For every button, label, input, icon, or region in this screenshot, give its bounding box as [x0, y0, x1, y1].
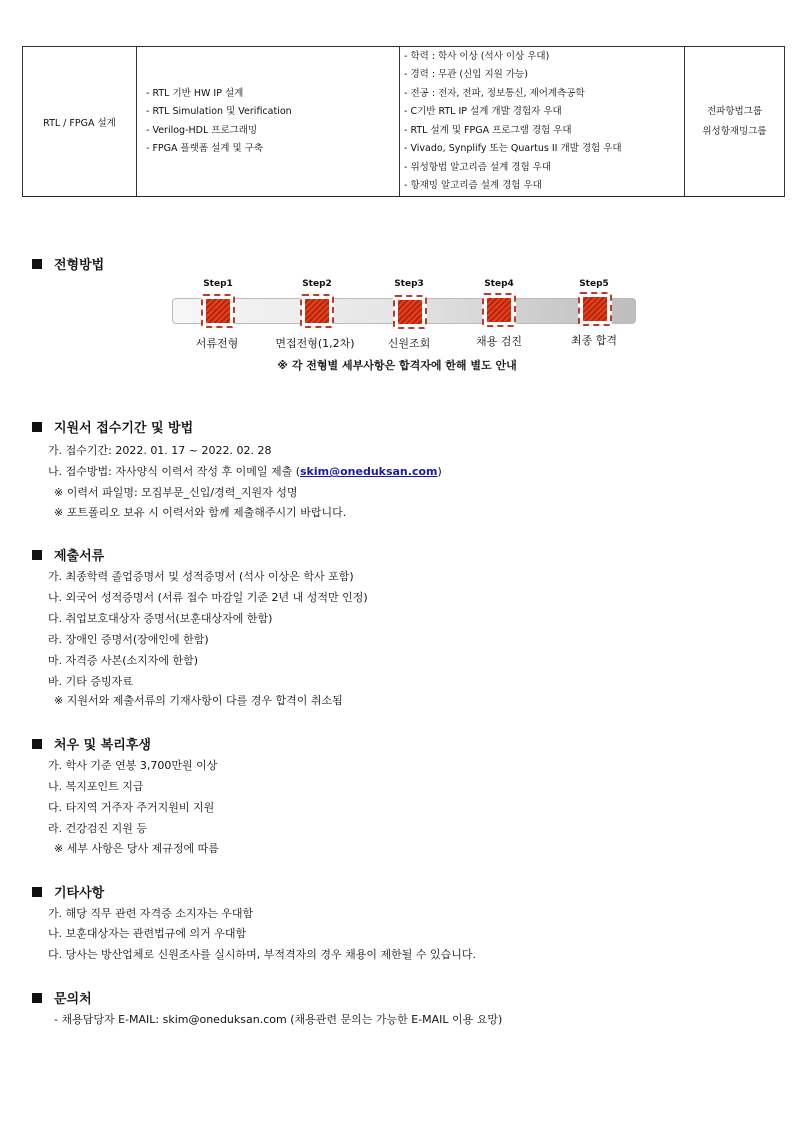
step-marker-icon	[300, 294, 334, 328]
square-bullet-icon	[32, 422, 42, 432]
dept-item: 위성항재밍그룹	[702, 125, 767, 137]
list-item: 다. 취업보호대상자 증명서(보훈대상자에 한함)	[48, 612, 273, 625]
list-item: 나. 외국어 성적증명서 (서류 접수 마감일 기준 2년 내 성적만 인정)	[48, 591, 368, 604]
job-category: RTL / FPGA 설계	[43, 117, 116, 129]
section-title-text: 전형방법	[54, 258, 105, 273]
list-item: 라. 건강검진 지원 등	[48, 822, 147, 835]
list-item: 다. 타지역 거주자 주거지원비 지원	[48, 801, 215, 814]
job-requirements-cell	[400, 47, 685, 197]
application-note: ※ 포트폴리오 보유 시 이력서와 함께 제출해주시기 바랍니다.	[54, 506, 347, 519]
duty-item: - RTL 기반 HW IP 설계	[146, 87, 244, 99]
list-item: 라. 장애인 증명서(장애인에 한함)	[48, 633, 209, 646]
requirement-item: - C기반 RTL IP 설계 개발 경험자 우대	[404, 106, 562, 117]
square-bullet-icon	[32, 550, 42, 560]
application-method-suffix: )	[437, 465, 442, 478]
section-title-text: 제출서류	[54, 549, 105, 564]
square-bullet-icon	[32, 993, 42, 1003]
section-title-text: 기타사항	[54, 886, 105, 901]
job-duties-cell	[137, 47, 400, 197]
section-title-selection	[32, 254, 104, 273]
requirement-item: - 학력 : 학사 이상 (석사 이상 우대)	[404, 50, 550, 62]
step-marker-icon	[393, 295, 427, 329]
step-marker-icon	[578, 292, 612, 326]
job-category-cell	[23, 47, 137, 197]
step-name: 채용 검진	[475, 335, 522, 348]
application-method	[48, 463, 442, 479]
benefits-note: ※ 세부 사항은 당사 제규정에 따름	[54, 842, 219, 855]
duty-item: - RTL Simulation 및 Verification	[146, 106, 292, 117]
table-row	[23, 47, 785, 197]
duty-item: - FPGA 플랫폼 설계 및 구축	[146, 143, 263, 154]
step-name: 신원조회	[387, 337, 431, 350]
square-bullet-icon	[32, 739, 42, 749]
step-marker-icon	[482, 293, 516, 327]
requirement-item: - 전공 : 전자, 전파, 정보통신, 제어계측공학	[404, 87, 585, 99]
list-item: 가. 학사 기준 연봉 3,700만원 이상	[48, 759, 218, 772]
dept-item: 전파항법그룹	[706, 105, 763, 117]
documents-note: ※ 지원서와 제출서류의 기재사항이 다를 경우 합격이 취소됨	[54, 694, 343, 707]
section-title-benefits	[32, 734, 151, 753]
step-name: 면접전형(1,2차)	[275, 337, 355, 350]
square-bullet-icon	[32, 259, 42, 269]
application-note: ※ 이력서 파일명: 모집부문_신입/경력_지원자 성명	[54, 486, 298, 499]
list-item: 나. 보훈대상자는 관련법규에 의거 우대함	[48, 927, 247, 940]
job-table	[22, 46, 785, 197]
selection-note: ※ 각 전형별 세부사항은 합격자에 한해 별도 안내	[277, 359, 517, 372]
section-title-etc	[32, 882, 104, 901]
application-period: 가. 접수기간: 2022. 01. 17 ~ 2022. 02. 28	[48, 444, 272, 457]
step-label: Step2	[302, 279, 332, 289]
section-title-text: 지원서 접수기간 및 방법	[54, 421, 194, 436]
step-label: Step3	[394, 279, 424, 289]
duty-item: - Verilog-HDL 프로그래밍	[146, 124, 258, 136]
requirement-item: - RTL 설계 및 FPGA 프로그램 경험 우대	[404, 124, 572, 136]
requirement-item: - Vivado, Synplify 또는 Quartus II 개발 경험 우대	[404, 143, 622, 154]
step-marker-icon	[201, 294, 235, 328]
job-dept-cell	[685, 47, 785, 197]
step-label: Step5	[579, 279, 609, 289]
list-item: 마. 자격증 사본(소지자에 한함)	[48, 654, 199, 667]
step-name: 최종 합격	[570, 334, 617, 347]
section-title-text: 문의처	[54, 992, 92, 1007]
step-name: 서류전형	[195, 337, 239, 350]
email-link[interactable]: skim@oneduksan.com	[300, 465, 438, 478]
list-item: 가. 최종학력 졸업증명서 및 성적증명서 (석사 이상은 학사 포함)	[48, 570, 354, 583]
list-item: 바. 기타 증빙자료	[48, 675, 133, 688]
section-title-text: 처우 및 복리후생	[54, 738, 151, 753]
list-item: 가. 해당 직무 관련 자격증 소지자는 우대함	[48, 907, 254, 920]
contact-line: - 채용담당자 E-MAIL: skim@oneduksan.com (채용관련 문의는 가능한 E-MAIL 이용 요망)	[54, 1013, 503, 1026]
requirement-item: - 항재밍 알고리즘 설계 경험 우대	[404, 180, 542, 191]
step-label: Step1	[203, 279, 233, 289]
requirement-item: - 경력 : 무관 (신입 지원 가능)	[404, 69, 528, 80]
step-label: Step4	[484, 279, 514, 289]
requirement-item: - 위성항법 알고리즘 설계 경험 우대	[404, 161, 552, 173]
list-item: 나. 복지포인트 지급	[48, 780, 144, 793]
section-title-contact	[32, 988, 92, 1007]
list-item: 다. 당사는 방산업체로 신원조사를 실시하며, 부적격자의 경우 채용이 제한될 수 있습니다.	[48, 948, 476, 961]
application-method-text: 나. 접수방법: 자사양식 이력서 작성 후 이메일 제출 (	[48, 465, 300, 478]
section-title-application	[32, 417, 193, 436]
square-bullet-icon	[32, 887, 42, 897]
section-title-documents	[32, 545, 104, 564]
